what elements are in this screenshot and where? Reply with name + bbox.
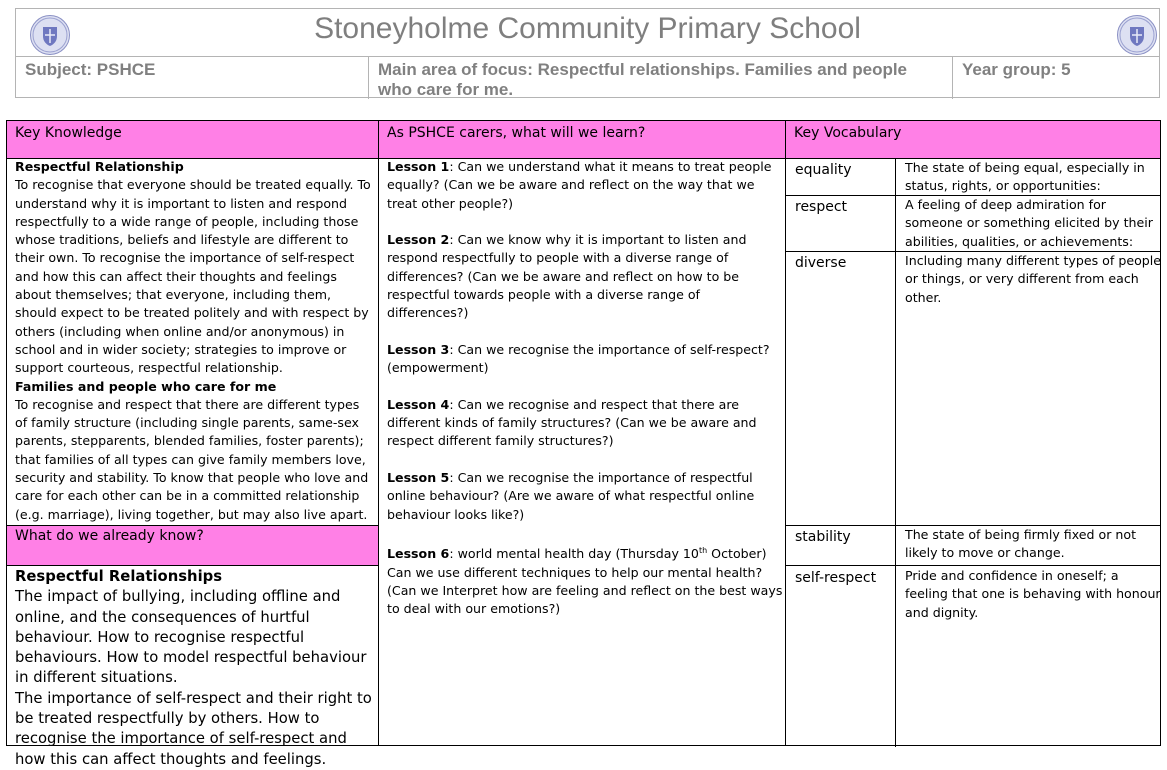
year-group-label: Year group: 5 — [962, 60, 1071, 79]
knowledge-organiser-table — [6, 120, 1162, 768]
header-info-row — [16, 56, 1159, 99]
list-item — [387, 542, 783, 618]
lesson-label: Lesson 4 — [387, 396, 450, 412]
lesson-text: : Can we recognise and respect that there are different kinds of family structures? (Can we be aware and respect different family structures?) — [387, 396, 757, 449]
lesson-text: : Can we understand what it means to treat people equally? (Can we be aware and reflect on the way that we treat other people?) — [387, 159, 772, 211]
row-divider — [7, 565, 378, 566]
column-divider — [785, 121, 786, 745]
vocab-word: equality — [795, 162, 852, 178]
lesson-text: October) Can we use different techniques to help our mental health? (Can we Interpret how are feeling and reflect on the best ways to deal with our emotions?) — [387, 546, 783, 617]
vocab-word: stability — [795, 529, 851, 545]
list-item — [387, 231, 783, 322]
document-header — [15, 8, 1160, 98]
lesson-text: : Can we recognise the importance of respectful online behaviour? (Are we aware of what respectful online behaviour looks like?) — [387, 470, 755, 522]
section-text: To recognise that everyone should be treated equally. To understand why it is important to listen and respond respectfully to a wide range of people, including those whose traditions, beliefs and lifestyle are different to their own. To recognise the importance of self-respect and how this can affect their thoughts and feelings about themselves; that everyone, including them, should expect to be treated politely and with respect by others (including when online and/or anonymous) in school and in wider society; strategies to improve or support courteous, respectful relationship. — [15, 177, 371, 376]
section-text: To recognise and respect that there are different types of family structure (including single parents, same-sex parents, stepparents, blended families, foster parents); that families of all types can give family members love, security and stability. To know that people who love and care for each other can be in a committed relationship (e.g. marriage), living together, but may also live apart. — [15, 396, 369, 522]
lesson-label: Lesson 6 — [387, 546, 450, 562]
key-vocabulary-heading: Key Vocabulary — [794, 125, 902, 141]
column-divider — [378, 121, 379, 745]
lesson-label: Lesson 1 — [387, 159, 450, 174]
vocab-definition: Pride and confidence in oneself; a feeling that one is behaving with honour and dignity. — [905, 568, 1161, 620]
vocab-definition: The state of being equal, especially in status, rights, or opportunities: — [905, 160, 1145, 194]
subject-label: Subject: PSHCE — [16, 57, 369, 99]
school-crest-icon — [1117, 15, 1157, 55]
list-item — [387, 158, 783, 213]
focus-label: Main area of focus: Respectful relationships. Families and people who care for me. — [369, 57, 953, 99]
list-item — [387, 469, 783, 524]
vocab-definition: Including many different types of people or things, or very different from each other. — [905, 253, 1162, 305]
learn-heading: As PSHCE carers, what will we learn? — [387, 125, 646, 141]
section-text: The impact of bullying, including offline and online, and the consequences of hurtful behaviour. How to recognise respectful behaviours. How to model respectful behaviour in different situations. — [15, 588, 367, 687]
row-divider — [785, 565, 1160, 566]
what-we-know-content — [15, 567, 375, 770]
school-name: Stoneyholme Community Primary School — [314, 12, 861, 45]
lesson-label: Lesson 2 — [387, 232, 450, 248]
list-item — [387, 396, 783, 451]
section-title: Families and people who care for me — [15, 378, 277, 394]
lesson-text: : world mental health day (Thursday 10 — [449, 546, 699, 562]
section-title: Respectful Relationship — [15, 159, 184, 174]
key-knowledge-content — [15, 158, 371, 524]
lesson-label: Lesson 3 — [387, 341, 450, 357]
column-divider — [895, 158, 896, 747]
lesson-text: : Can we know why it is important to listen and respond respectfully to people with a diverse range of differences? (Can we be aware and reflect on how to be respectful towards people with a diverse range of differences?) — [387, 232, 747, 321]
list-item — [387, 341, 783, 378]
lesson-text: : Can we recognise the importance of self-respect? (empowerment) — [387, 341, 770, 376]
vocab-word: diverse — [795, 255, 847, 271]
vocab-word: self-respect — [795, 570, 877, 586]
key-knowledge-heading: Key Knowledge — [15, 125, 122, 141]
lesson-label: Lesson 5 — [387, 470, 450, 486]
lessons-list — [387, 158, 783, 637]
what-we-know-heading: What do we already know? — [15, 528, 204, 544]
vocab-definition: The state of being firmly fixed or not likely to move or change. — [905, 527, 1137, 561]
ordinal-suffix: th — [698, 546, 708, 556]
vocab-word: respect — [795, 199, 848, 215]
section-text: The importance of self-respect and their right to be treated respectfully by others. How to recognise the importance of self-respect and how this can affect thoughts and feelings. — [15, 689, 372, 768]
section-title: Respectful Relationships — [15, 568, 223, 585]
vocab-definition: A feeling of deep admiration for someone or something elicited by their abilities, qualities, or achievements: — [905, 197, 1153, 249]
